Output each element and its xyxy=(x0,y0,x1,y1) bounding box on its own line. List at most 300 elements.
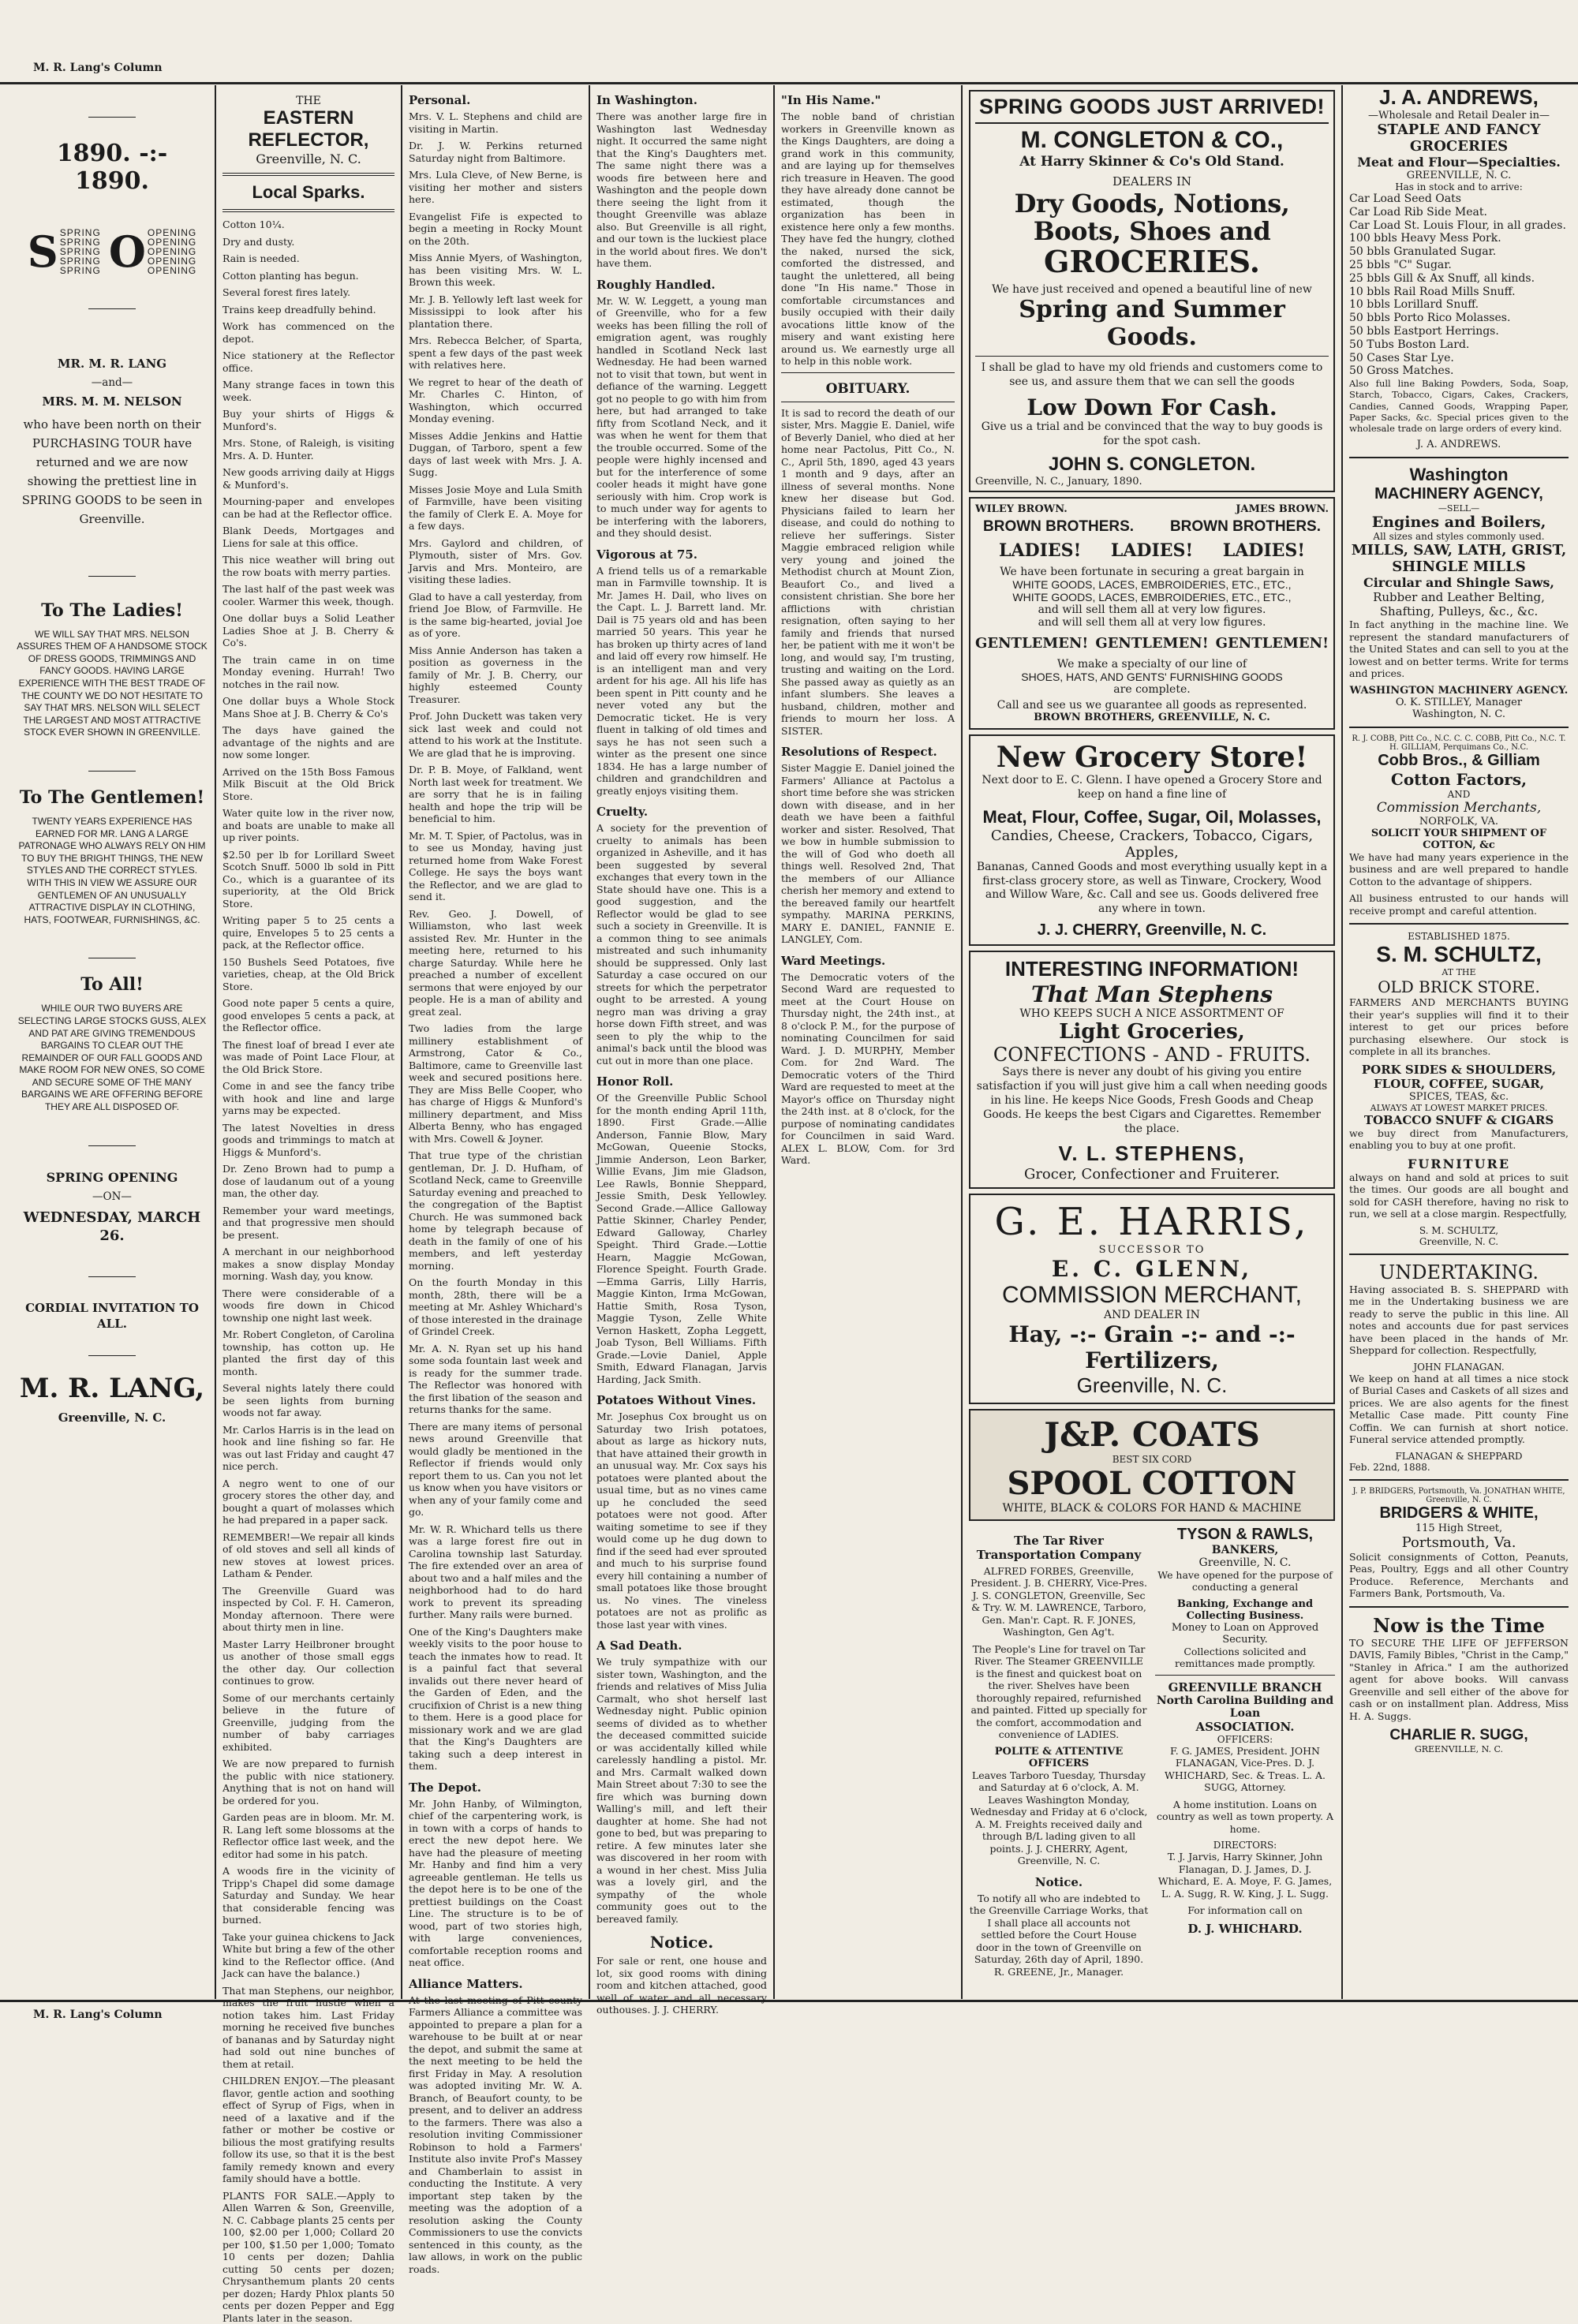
james-brown: JAMES BROWN. xyxy=(1236,503,1329,515)
give-trial: Give us a trial and be convinced that the way to buy goods is for the spot cash. xyxy=(975,420,1329,449)
spring-stack: SPRING SPRING SPRING SPRING SPRING xyxy=(60,228,101,275)
spring-opening-stack xyxy=(16,226,208,277)
column-header: M. R. Lang's Column xyxy=(33,62,163,74)
alliance-heading: Alliance Matters. xyxy=(409,1977,582,1991)
top-rule xyxy=(0,82,1578,84)
local-item: Remember your ward meetings, and that progressive men should be present. xyxy=(222,1205,394,1242)
personal-item: That true type of the christian gentleman, Dr. J. D. Hufham, of Scotland Neck, came to Greenville Saturday evening and preached to the congregation of the Baptist Church. He was summoned back home by telegraph because of death in the family of one of his members, and left yesterday morning. xyxy=(409,1149,582,1272)
officers-heading: OFFICERS: xyxy=(1155,1734,1335,1745)
furniture-text: always on hand and sold at prices to suit the times. Our goods are all bought and sold for CASH therefore, having no risk to run, we sell at a close margin. Respectfully, xyxy=(1349,1171,1569,1220)
depot-article: Mr. John Hanby, of Wilmington, chief of the carpentering work, is in town with a corps of hands to erect the new depot here. We have had the pleasure of meeting Mr. Hanby and find him a very agreeable gentleman. He tells us the depot here is to be one of the prettiest buildings on the Coast Line. The structure is to be of wood, part of two stories high, with large conveniences, comfortable reception rooms and neat office. xyxy=(409,1798,582,1969)
local-item: Master Larry Heilbroner brought us another of those small eggs the other day. Our collection continues to grow. xyxy=(222,1638,394,1687)
tar-river-ad xyxy=(969,1526,1149,1983)
local-item: New goods arriving daily at Higgs & Munford's. xyxy=(222,466,394,491)
local-item: Rain is needed. xyxy=(222,252,394,265)
hay-grain-line: Hay, -:- Grain -:- and -:- Fertilizers, xyxy=(975,1321,1329,1373)
personal-heading: Personal. xyxy=(409,93,582,107)
cobb-names: R. J. COBB, Pitt Co., N.C. C. C. COBB, Pitt Co., N.C. T. H. GILLIAM, Perquimans Co., N.C. xyxy=(1349,734,1569,752)
divider xyxy=(1349,457,1569,458)
personal-item: Misses Addie Jenkins and Hattie Duggan, of Tarboro, spent a few days of last week with Mrs. J. A. Sugg. xyxy=(409,430,582,479)
personal-item: Dr. J. W. Perkins returned Saturday night from Baltimore. xyxy=(409,140,582,164)
circular-saws: Circular and Shingle Saws, xyxy=(1349,575,1569,590)
local-item: Come in and see the fancy tribe with hook and line and large yarns may be expected. xyxy=(222,1080,394,1117)
gentlemen-label: GENTLEMEN! xyxy=(1095,635,1208,652)
local-item: Arrived on the 15th Boss Famous Milk Biscuit at the Old Brick Store. xyxy=(222,766,394,803)
divider xyxy=(781,372,955,373)
resolutions-article: Sister Maggie E. Daniel joined the Farmers' Alliance at Pactolus a short time before she was stricken down with disease, and in her death we have been a faithful worker and sister. Resolved, That we bow in humble submission to the will of God who doeth all things well. Resolved 2nd, That the members of our Alliance cherish her memory and extend to the bereaved family our heartfelt sympathy. MARINA PERKINS, MARY E. DANIEL, FANNIE E. LANGLEY, Com. xyxy=(781,762,955,946)
gentlemen-paragraph: TWENTY YEARS EXPERIENCE HAS EARNED FOR MR. LANG A LARGE PATRONAGE WHO ALWAYS RELY ON HIM TO BUY THE BRIGHT THINGS, THE NEW STYLES AND THE CORRECT STYLES. WITH THIS IN VIEW WE ASSURE OUR GENTLEMEN OF AN UNUSUALLY ATTRACTIVE DISPLAY IN CLOTHING, HATS, FOOTWEAR, FURNISHINGS, &C. xyxy=(16,816,208,926)
stock-item: Car Load Seed Oats xyxy=(1349,192,1569,206)
local-item: Blank Deeds, Mortgages and Liens for sale at this office. xyxy=(222,525,394,549)
personal-item: Mr. A. N. Ryan set up his hand some soda fountain last week and is ready for the summer trade. The Reflector was honored with the first libation of the season and returns thanks for the same. xyxy=(409,1343,582,1416)
personal-item: Mr. M. T. Spier, of Pactolus, was in to see us Monday, having just returned home from Wake Forest College. He says the boys want the Reflector, and we are glad to send it. xyxy=(409,830,582,903)
local-item: Cotton 10¼. xyxy=(222,219,394,231)
column-local-sparks xyxy=(218,85,399,1999)
divider xyxy=(1349,727,1569,728)
lang-signature: M. R. LANG, xyxy=(16,1372,208,1407)
all-paragraph: WHILE OUR TWO BUYERS ARE SELECTING LARGE STOCKS GUSS, ALEX AND PAT ARE GIVING TREMENDOUS BARGAINS TO CLEAR OUT THE REMAINDER OF OUR FALL GOODS AND MAKE ROOM FOR NEW ONES, SO COME AND SECURE SOME OF THE MANY BARGAINS WE ARE OFFERING BEFORE THEY ARE ALL DISPOSED OF. xyxy=(16,1003,208,1113)
tar-river-text: The People's Line for travel on Tar River. The Steamer GREENVILLE is the finest and quickest boat on the river. Shelves have been thoroughly repaired, refurnished and painted. Fitted up specially for the comfort, accommodation and convenience of LADIES. xyxy=(969,1643,1149,1741)
local-item: Trains keep dreadfully behind. xyxy=(222,304,394,316)
washington-label: Washington xyxy=(1349,465,1569,485)
nelson-name: MRS. M. M. NELSON xyxy=(16,394,208,409)
mills-line: MILLS, SAW, LATH, GRIST, SHINGLE MILLS xyxy=(1349,542,1569,575)
potatoes-article: Mr. Josephus Cox brought us on Saturday two Irish potatoes, about as large as hickory nuts, that have attained their growth in an unusual way. Mr. Cox says his potatoes were planted about the usual time, but as no vines came up he concluded the seed potatoes were not good. After waiting sometime to see if they would come up he dug down to find if the seed had ever sprouted and much to his surprise found every hill containing a number of small potatoes like those brought us. No vines. The vineless potatoes are not as prolific as those last year with vines. xyxy=(596,1410,767,1631)
gentlemen-heading: To The Gentlemen! xyxy=(16,787,208,808)
bananas-text: Bananas, Canned Goods and most everything usually kept in a first-class grocery store, as well as Tinware, Crockery, Wood and Willow Ware, &c. Call and see us. Goods delivered free any where in town. xyxy=(975,861,1329,917)
andrews-town: GREENVILLE, N. C. xyxy=(1349,170,1569,181)
personal-item: Rev. Geo. J. Dowell, of Williamston, who last week assisted Rev. Mr. Hunter in the meeting here, returned to his charge Saturday. While here he preached a number of excellent sermons that were enjoyed by our people. He is a man of ability and great zeal. xyxy=(409,908,582,1018)
divider xyxy=(1155,1675,1335,1676)
just-received: We have just received and opened a beautiful line of new xyxy=(975,283,1329,296)
notice-article: For sale or rent, one house and lot, six good rooms with dining room and kitchen attached, good well of water and all necessary outhouses. J. J. CHERRY. xyxy=(596,1955,767,2016)
divider xyxy=(1349,923,1569,925)
personal-item: Miss Annie Myers, of Washington, has been visiting Mrs. W. L. Brown this week. xyxy=(409,252,582,289)
local-item: Some of our merchants certainly believe in the future of Greenville, judging from the number of baby carriages exhibited. xyxy=(222,1692,394,1754)
jsc-name: JOHN S. CONGLETON. xyxy=(975,454,1329,476)
stock-item: Car Load Rib Side Meat. xyxy=(1349,206,1569,219)
local-item: One dollar buys a Solid Leather Ladies Shoe at J. B. Cherry & Co's. xyxy=(222,612,394,649)
year-banner: 1890. -:- 1890. xyxy=(16,140,208,195)
coats-logo: J&P. COATS xyxy=(975,1415,1329,1454)
engines-boilers: Engines and Boilers, xyxy=(1349,514,1569,531)
local-item: The train came in on time Monday evening. Hurrah! Two notches in the rail now. xyxy=(222,654,394,691)
stock-item: 50 bbls Granulated Sugar. xyxy=(1349,245,1569,259)
in-his-name-article: The noble band of christian workers in Greenville known as the Kings Daughters, are doing a grand work in this community, and are laying up for themselves rich treasure in Heaven. The good they have already done cannot be estimated, though the organization has been in existence here only a few months. They have fed the hungry, clothed the naked, nursed the sick, comforted the distressed, and taught the unlettered, all being done "In His name." Those in comfortable circumstances and busily occupied with their daily avocations little know of the misery and want existing here around us. We earnestly urge all to help in this noble work. xyxy=(781,110,955,368)
directors-heading: DIRECTORS: xyxy=(1155,1840,1335,1851)
andrews-stock-list xyxy=(1349,192,1569,378)
candies-line: Candies, Cheese, Crackers, Tobacco, Cigars, Apples, xyxy=(975,828,1329,861)
carriage-notice: To notify all who are indebted to the Greenville Carriage Works, that I shall place all accounts not settled before the Court House door in the town of Greenville on Saturday, 26th day of April, 1890. R. GREENE, Jr., Manager. xyxy=(969,1892,1149,1978)
opening-date: WEDNESDAY, MARCH 26. xyxy=(16,1209,208,1245)
column-footer: M. R. Lang's Column xyxy=(33,2008,163,2021)
washington-article: There was another large fire in Washington last Wednesday night. It occurred the same night that the King's Daughters met. The same night there was a woods fire between here and Washington and the people down there seeing the light from it thought Greenville was ablaze also. But Greenville is all right, and our town is the luckiest place in the world about fires. We don't have them. xyxy=(596,110,767,270)
stock-item: 50 bbls Porto Rico Molasses. xyxy=(1349,312,1569,325)
association-label: ASSOCIATION. xyxy=(1155,1720,1335,1734)
direct-text: we buy direct from Manufacturers, enabling you to buy at one profit. xyxy=(1349,1127,1569,1152)
local-item: There were considerable of a woods fire down in Chicod township one night last week. xyxy=(222,1287,394,1325)
spring-summer-goods: Spring and Summer Goods. xyxy=(975,296,1329,351)
cruelty-heading: Cruelty. xyxy=(596,805,767,819)
local-item: We are now prepared to furnish the public with nice stationery. Anything that is not on hand will be ordered for you. xyxy=(222,1758,394,1807)
lang-paragraph: who have been north on their PURCHASING TOUR have returned and we are now showing the prettiest line in SPRING GOODS to be seen in Greenville. xyxy=(16,415,208,529)
local-item: REMEMBER!—We repair all kinds of old stoves and sell all kinds of new stoves at lowest prices. Latham & Pender. xyxy=(222,1531,394,1580)
local-item: $2.50 per lb for Lorillard Sweet Scotch Snuff. 5000 lb sold in Pitt Co., which is a guarantee of its superiority, at the Old Brick Store. xyxy=(222,849,394,910)
spring-opening-line: SPRING OPENING xyxy=(16,1170,208,1186)
local-item: Many strange faces in town this week. xyxy=(222,379,394,403)
local-items-list xyxy=(222,219,394,2324)
depot-heading: The Depot. xyxy=(409,1780,582,1795)
local-item: Mr. Robert Congleton, of Carolina township, has cotton up. He planted the first day of this month. xyxy=(222,1328,394,1377)
wholesale-line: —Wholesale and Retail Dealer in— xyxy=(1349,110,1569,121)
all-sizes: All sizes and styles commonly used. xyxy=(1349,531,1569,542)
dealers-in: DEALERS IN xyxy=(975,174,1329,189)
solicit-line: SOLICIT YOUR SHIPMENT OF COTTON, &c xyxy=(1349,828,1569,851)
specialty-text: We make a specialty of our line of xyxy=(975,658,1329,671)
honor-roll-heading: Honor Roll. xyxy=(596,1074,767,1089)
vls-name: V. L. STEPHENS, xyxy=(975,1141,1329,1166)
all-heading: To All! xyxy=(16,974,208,995)
money-line: Money to Loan on Approved Security. xyxy=(1155,1622,1335,1646)
column-ads-main xyxy=(964,85,1340,1999)
andrews-also: Also full line Baking Powders, Soda, Soap, Starch, Tobacco, Cigars, Cakes, Crackers, Candies, Canned Goods, Wrapping Paper, Paper Sacks, &c. Special prices given to the wholesale trade on large orders of every kind. xyxy=(1349,378,1569,434)
successor-to: SUCCESSOR TO xyxy=(975,1244,1329,1256)
furniture-heading: FURNITURE xyxy=(1349,1156,1569,1171)
whichard-name: D. J. WHICHARD. xyxy=(1155,1922,1335,1936)
fortunate-text: We have been fortunate in securing a great bargain in xyxy=(975,566,1329,578)
ladies-label: LADIES! xyxy=(999,540,1081,561)
bw-text: Solicit consignments of Cotton, Peanuts, Peas, Poultry, Eggs and all other Country Produce. Reference, Merchants and Farmers Bank, Portsmouth, Va. xyxy=(1349,1551,1569,1600)
machinery-text: In fact anything in the machine line. We represent the standard manufacturers of the United States and can sell to you at the lowest and on better terms. Write for terms and prices. xyxy=(1349,618,1569,680)
portsmouth: Portsmouth, Va. xyxy=(1349,1534,1569,1551)
local-item: A woods fire in the vicinity of Tripp's Chapel did some damage Saturday and Sunday. We hear that considerable fencing was burned. xyxy=(222,1865,394,1926)
groceries-line: GROCERIES. xyxy=(975,245,1329,278)
fs-name: FLANAGAN & SHEPPARD xyxy=(1349,1451,1569,1462)
notice-heading: Notice. xyxy=(596,1933,767,1952)
local-item: A merchant in our neighborhood makes a snow display Monday morning. Wash day, you know. xyxy=(222,1246,394,1283)
local-item: Work has commenced on the depot. xyxy=(222,320,394,345)
stock-item: 10 bbls Lorillard Snuff. xyxy=(1349,298,1569,312)
coats-ad xyxy=(969,1409,1335,1521)
low-down-cash: Low Down For Cash. xyxy=(975,394,1329,420)
branch-heading: GREENVILLE BRANCH xyxy=(1155,1680,1335,1694)
masthead-title: EASTERN REFLECTOR, xyxy=(222,107,394,151)
column-rule xyxy=(773,85,775,1999)
pork-line: PORK SIDES & SHOULDERS, xyxy=(1349,1063,1569,1077)
ladies-label: LADIES! xyxy=(1111,540,1193,561)
staple-groceries: STAPLE AND FANCY GROCERIES xyxy=(1349,121,1569,155)
honor-roll-article: Of the Greenville Public School for the month ending April 11th, 1890. First Grade.—Allie Anderson, Fannie Blow, Mary McGowan, Queenie Stocks, Jimmie Anderson, Leon Barker, Willie Evans, Jim mie Gladson, Lee Rawls, Bonnie Sheppard, Jessie Smith, Desk Yellowley. Second Grade.—Allice Galloway Pattie Skinner, Charley Pender, Edward Galloway, Charley Speight. Third Grade.—Lottie Hearn, Maggie McGowan, Florence Speight. Fourth Grade.—Emma Garris, Lilly Harris, Maggie Kinton, Irma McGowan, Hattie Smith, Rosa Tyson, Maggie Tyson, Zelle White Vernon Haskett, Zopha Leggett, Joab Tyson, Bell Williams. Fifth Grade.—Lovie Daniel, Apple Smith, Edward Flanagan, Jarvis Harding, Jack Smith. xyxy=(596,1092,767,1385)
personal-item: Two ladies from the large millinery establishment of Armstrong, Cator & Co., Baltimore, came to Greenville last week and secured positions here. They are Miss Belle Cooper, who has charge of Higgs & Munford's millinery department, and Miss Alberta Benny, who has engaged with Mrs. Cowell & Joyner. xyxy=(409,1022,582,1145)
divider xyxy=(222,173,394,176)
lang-town: Greenville, N. C. xyxy=(16,1410,208,1425)
local-item: Mourning-paper and envelopes can be had at the Reflector office. xyxy=(222,495,394,520)
undertaking-heading: UNDERTAKING. xyxy=(1349,1261,1569,1283)
stock-item: 50 Gross Matches. xyxy=(1349,364,1569,378)
brown-brothers-logo: BROWN BROTHERS. xyxy=(1170,518,1321,536)
stock-item: 50 Cases Star Lye. xyxy=(1349,352,1569,365)
divider xyxy=(1349,1606,1569,1608)
sell-low: and will sell them all at very low figures. xyxy=(975,616,1329,629)
personal-item: Evangelist Fife is expected to begin a meeting in Rocky Mount on the 20th. xyxy=(409,211,582,248)
bw-names: J. P. BRIDGERS, Portsmouth, Va. JONATHAN WHITE, Greenville, N. C. xyxy=(1349,1487,1569,1504)
divider xyxy=(88,1276,136,1277)
andrews-name: J. A. ANDREWS, xyxy=(1349,85,1569,110)
big-o: O xyxy=(109,226,146,277)
cruelty-article: A society for the prevention of cruelty to animals has been organized in Asheville, and it has been suggested by several exchanges that every town in the State should have one. This is a good suggestion, and the Reflector would be glad to see such a society in Greenville. It is a common thing to see animals mistreated and such inhumanity should be suppressed. Only last Saturday a case occured on our streets for which the perpetrator ought to be arrested. A young negro man was driving a gray horse down Fifth street, and was seen to ply the whip to the animal's back until the blood was cut out in more than one place. xyxy=(596,822,767,1067)
gentlemen-label: GENTLEMEN! xyxy=(975,635,1088,652)
now-is-time: Now is the Time xyxy=(1349,1614,1569,1637)
harris-name: G. E. HARRIS, xyxy=(975,1200,1329,1244)
norfolk-label: NORFOLK, VA. xyxy=(1349,816,1569,828)
flanagan-name: JOHN FLANAGAN. xyxy=(1349,1362,1569,1373)
section-title: Local Sparks. xyxy=(222,182,394,203)
building-loan: North Carolina Building and Loan xyxy=(1155,1694,1335,1720)
column-rule xyxy=(215,85,216,1999)
notice-heading: Notice. xyxy=(969,1875,1149,1889)
personal-item: Mrs. V. L. Stephens and child are visiting in Martin. xyxy=(409,110,582,135)
andrews-signature: J. A. ANDREWS. xyxy=(1349,439,1569,450)
collections-text: Collections solicited and remittances made promptly. xyxy=(1155,1646,1335,1670)
dealer-in: AND DEALER IN xyxy=(975,1309,1329,1321)
stock-item: 25 bbls Gill & Ax Snuff, all kinds. xyxy=(1349,272,1569,286)
local-item: CHILDREN ENJOY.—The pleasant flavor, gentle action and soothing effect of Syrup of Figs, when in need of a laxative and if the father or mother be costive or bilious the most gratifying results follow its use, so that it is the best family remedy known and every family should have a bottle. xyxy=(222,2075,394,2185)
column-rule xyxy=(961,85,963,1999)
resolutions-heading: Resolutions of Respect. xyxy=(781,745,955,759)
column-rule xyxy=(589,85,590,1999)
local-item: PLANTS FOR SALE.—Apply to Allen Warren & Son, Greenville, N. C. Cabbage plants 25 cents per 100, $2.00 per 1,000; Collard 20 per 100, $1.50 per 1,000; Tomato 10 cents per dozen; Dahlia cutting 50 cents per dozen; Chrysanthemum plants 20 cents per dozen; Hardy Phlox plants 50 cents per dozen Pepper and Egg Plants later in the season. xyxy=(222,2190,394,2324)
business-text: All business entrusted to our hands will receive prompt and careful attention. xyxy=(1349,892,1569,917)
column-news xyxy=(592,85,772,1999)
personal-items-list xyxy=(409,110,582,1773)
ward-meetings-heading: Ward Meetings. xyxy=(781,954,955,968)
big-s: S xyxy=(28,226,58,277)
personal-item: On the fourth Monday in this month, 28th, there will be a meeting at Mr. Ashley Whichard's of those interested in the drainage of Grindel Creek. xyxy=(409,1276,582,1338)
keep-text: We keep on hand at all times a nice stock of Burial Cases and Caskets of all sizes and prices. We are also agents for the finest Metallic Case made. Pitt county Fine Coffin. We can furnish at short notice. Funeral service attended promptly. xyxy=(1349,1373,1569,1446)
divider xyxy=(1349,1254,1569,1255)
gentlemen-label: GENTLEMEN! xyxy=(1216,635,1329,652)
that-man-stephens: That Man Stephens xyxy=(975,981,1329,1007)
stilley-name: O. K. STILLEY, Manager xyxy=(1349,697,1569,708)
local-item: This nice weather will bring out the row boats with merry parties. xyxy=(222,554,394,578)
white-goods: WHITE GOODS, LACES, EMBROIDERIES, ETC., ETC., xyxy=(975,591,1329,603)
bridgers-name: BRIDGERS & WHITE, xyxy=(1349,1504,1569,1523)
secure-text: TO SECURE THE LIFE OF JEFFERSON DAVIS, Family Bibles, "Christ in the Camp," "Stanley in Africa." I am the authorized agent for above books. Will canvass Greenville and sell either of the above for cash or on installment plan. Address, Miss H. A. Suggs. xyxy=(1349,1637,1569,1723)
complete-text: are complete. xyxy=(975,683,1329,696)
obituary-article: It is sad to record the death of our sister, Mrs. Maggie E. Daniel, wife of Beverly Daniel, who died at her home near Pactolus, Pitt Co., N. C., April 5th, 1890, aged 43 years 1 month and 9 days, after an illness of several months. None knew her disease but God. Physicians failed to learn her disease, and could do nothing to relieve her sufferings. Sister Maggie embraced religion while very young and joined the Methodist church at Mount Zion, Beaufort Co., and lived a consistent christian. She bore her afflictions with christian resignation, often saying to her family and friends that nursed her, be patient with me it won't be long, and would say, I'm trusting, trusting and waiting on the Lord. She passed away as quietly as an infant slumbers. She leaves a husband, children, mother and friends to mourn her loss. A SISTER. xyxy=(781,407,955,738)
schultz-town: Greenville, N. C. xyxy=(1349,1236,1569,1247)
bankers-label: BANKERS, xyxy=(1155,1544,1335,1556)
home-institution: A home institution. Loans on country as well as town property. A home. xyxy=(1155,1799,1335,1836)
washington-heading: In Washington. xyxy=(596,93,767,107)
stephens-text: Says there is never any doubt of his giving you entire satisfaction if you will just give him a call when needing goods in his line. He keeps Nice Goods, Fresh Goods and Cheap Goods. He keeps the best Cigars and Cigarettes. Remember the place. xyxy=(975,1066,1329,1137)
local-item: The last half of the past week was cooler. Warmer this week, though. xyxy=(222,583,394,607)
local-item: 150 Bushels Seed Potatoes, five varieties, cheap, at the Old Brick Store. xyxy=(222,956,394,993)
tyson-name: TYSON & RAWLS, xyxy=(1155,1526,1335,1544)
vigorous-heading: Vigorous at 75. xyxy=(596,547,767,562)
coats-colors: WHITE, BLACK & COLORS FOR HAND & MACHINE xyxy=(975,1502,1329,1515)
local-item: Nice stationery at the Reflector office. xyxy=(222,349,394,374)
local-item: Buy your shirts of Higgs & Munford's. xyxy=(222,408,394,432)
sell-low: and will sell them all at very low figures. xyxy=(975,603,1329,616)
personal-item: Mr. J. B. Yellowly left last week for Mississippi to look after his plantation there. xyxy=(409,293,582,331)
meat-flour-line: Meat, Flour, Coffee, Sugar, Oil, Molasses, xyxy=(975,807,1329,828)
rough-article: Mr. W. W. Leggett, a young man of Greenville, who for a few weeks has been filling the roll of emigration agent, was roughly handled in Scotland Neck last Wednesday. He had been warned not to visit that town, but went in defiance of the warning. Leggett got no people to go with him from here, but had arranged to take fifty from Scotland Neck, and it was when he went for them that the trouble occurred. Some of the people were highly incensed and but for the interference of some cooler heads it might have gone seriously with him. Crop work is to much under way for agents to be interfering with the laborers, and they should desist. xyxy=(596,295,767,540)
commission-merchant: COMMISSION MERCHANT, xyxy=(975,1282,1329,1309)
local-item: Several nights lately there could be seen lights from burning woods not far away. xyxy=(222,1382,394,1419)
local-item: Dry and dusty. xyxy=(222,236,394,248)
divider xyxy=(1349,1479,1569,1481)
brown-brothers-logo: BROWN BROTHERS. xyxy=(983,518,1134,536)
directors-list: T. J. Jarvis, Harry Skinner, John Flanagan, D. J. James, D. J. Whichard, E. A. Moye, F. G. James, L. A. Sugg, R. W. King, J. L. Sugg. xyxy=(1155,1851,1335,1900)
congleton-name: M. CONGLETON & CO., xyxy=(975,127,1329,154)
congleton-ad xyxy=(969,90,1335,492)
personal-item: Misses Josie Moye and Lula Smith of Farmville, have been visiting the family of Clerk E. A. Moye for a few days. xyxy=(409,484,582,532)
cordial-invitation: CORDIAL INVITATION TO ALL. xyxy=(16,1301,208,1331)
brown-brothers-ad xyxy=(969,497,1335,730)
personal-item: There are many items of personal news around Greenville that would gladly be mentioned in the Reflector if friends would only report them to us. Can you not let us know when you have visitors or when any of your family come and go. xyxy=(409,1421,582,1519)
divider xyxy=(88,308,136,309)
interesting-headline: INTERESTING INFORMATION! xyxy=(975,957,1329,981)
harris-ad xyxy=(969,1194,1335,1404)
ladies-label: LADIES! xyxy=(1223,540,1305,561)
local-item: Good note paper 5 cents a quire, good envelopes 5 cents a pack, at the Reflector office. xyxy=(222,997,394,1034)
call-see: Call and see us we guarantee all goods as represented. xyxy=(975,699,1329,712)
machinery-agency: MACHINERY AGENCY, xyxy=(1349,485,1569,503)
next-door-text: Next door to E. C. Glenn. I have opened a Grocery Store and keep on hand a fine line of xyxy=(975,774,1329,802)
personal-item: Mrs. Rebecca Belcher, of Sparta, spent a few days of the past week with relatives here. xyxy=(409,334,582,372)
divider xyxy=(88,1355,136,1356)
column-ads-right xyxy=(1344,85,1573,1999)
bottom-ads-row xyxy=(969,1526,1335,1983)
column-rule xyxy=(401,85,402,1999)
cherry-signature: J. J. CHERRY, Greenville, N. C. xyxy=(975,921,1329,940)
local-item: The finest loaf of bread I ever ate was made of Point Lace Flour, at the Old Brick Store. xyxy=(222,1039,394,1076)
stephens-ad xyxy=(969,951,1335,1189)
personal-item: Mr. W. R. Whichard tells us there was a large forest fire out in Carolina township last Saturday. The fire extended over an area of about two and a half miles and the neighborhood had to do hard work to prevent its spreading further. Many rails were burned. xyxy=(409,1523,582,1621)
local-item: One dollar buys a Whole Stock Mans Shoe at J. B. Cherry & Co's xyxy=(222,695,394,719)
flour-line: FLOUR, COFFEE, SUGAR, xyxy=(1349,1077,1569,1091)
spices-line: SPICES, TEAS, &c. xyxy=(1349,1091,1569,1103)
lang-name: MR. M. R. LANG xyxy=(16,357,208,372)
potatoes-heading: Potatoes Without Vines. xyxy=(596,1393,767,1407)
local-item: That man Stephens, our neighbor, makes the fruit hustle when a notion takes him. Last Friday morning he received five bunches of bananas and by Saturday night had sold out nine bunches of them at retail. xyxy=(222,1985,394,2071)
local-item: A negro went to one of our grocery stores the other day, and bought a quart of molasses which he had prepared in a paper sack. xyxy=(222,1478,394,1526)
local-item: Cotton planting has begun. xyxy=(222,270,394,282)
tyson-town: Greenville, N. C. xyxy=(1155,1556,1335,1569)
local-item: Mrs. Stone, of Raleigh, is visiting Mrs. A. D. Hunter. xyxy=(222,437,394,461)
personal-item: Glad to have a call yesterday, from friend Joe Blow, of Farmville. He is the same big-hearted, jovial Joe as of yore. xyxy=(409,591,582,640)
divider xyxy=(88,117,136,118)
local-item: Take your guinea chickens to Jack White but bring a few of the other kind to the Reflector office. (And Jack can have the balance.) xyxy=(222,1931,394,1980)
sad-death-heading: A Sad Death. xyxy=(596,1638,767,1653)
jsc-date: Greenville, N. C., January, 1890. xyxy=(975,476,1329,488)
light-groceries: Light Groceries, xyxy=(975,1020,1329,1044)
local-item: Water quite low in the river now, and boats are unable to make all up river points. xyxy=(222,807,394,844)
undertaking-text: Having associated B. S. SHEPPARD with me in the Undertaking business we are ready to serve the public in this line. All notes and accounts due for past services have been placed in the hands of Mr. Sheppard for collection. Respectfully, xyxy=(1349,1283,1569,1357)
personal-item: Mrs. Lula Cleve, of New Berne, is visiting her mother and sisters here. xyxy=(409,169,582,206)
local-item: The Greenville Guard was inspected by Col. F. H. Cameron, Monday afternoon. There were about thirty men in line. xyxy=(222,1585,394,1634)
personal-item: Dr. P. B. Moye, of Falkland, went North last week for treatment. We are sorry that he is in failing health and hope the trip will be beneficial to him. xyxy=(409,764,582,825)
cherry-ad xyxy=(969,734,1335,946)
and-line: —and— xyxy=(16,376,208,390)
schultz-name: S. M. SCHULTZ, xyxy=(1349,942,1569,967)
stock-item: 100 bbls Heavy Mess Pork. xyxy=(1349,232,1569,245)
local-item: The days have gained the advantage of the nights and are now some longer. xyxy=(222,724,394,761)
opening-stack: OPENING OPENING OPENING OPENING OPENING xyxy=(148,228,196,275)
glenn-name: E. C. GLENN, xyxy=(975,1256,1329,1282)
has-stock: Has in stock and to arrive: xyxy=(1349,181,1569,192)
call-on: For information call on xyxy=(1155,1904,1335,1917)
vigorous-article: A friend tells us of a remarkable man in Farmville township. It is Mr. James H. Dail, who lives on the Capt. L. J. Barrett land. Mr. Dail is 75 years old and has been married 50 years. This year he has broken up thirty acres of land and laid off every row himself. He is an intelligent man and very ardent for his age. All his life has been spent in Pitt county and he never voted any but the Democratic ticket. He is very fluent in talking of old times and says he has not seen such a winter as the present one since 1834. He has a large number of children and grandchildren and greatly enjoys visiting them. xyxy=(596,565,767,798)
local-item: Dr. Zeno Brown had to pump a dose of laudanum out of a young man, the other day. xyxy=(222,1163,394,1200)
prepared-text: We have opened for the purpose of conducting a general xyxy=(1155,1569,1335,1594)
stilley-town: Washington, N. C. xyxy=(1349,708,1569,720)
ladies-heading: To The Ladies! xyxy=(16,600,208,621)
established-label: ESTABLISHED 1875. xyxy=(1349,931,1569,942)
bb-town: BROWN BROTHERS, GREENVILLE, N. C. xyxy=(975,712,1329,723)
sugg-name: CHARLIE R. SUGG, xyxy=(1349,1727,1569,1744)
banking-line: Banking, Exchange and Collecting Business. xyxy=(1155,1598,1335,1622)
tobacco-line: TOBACCO SNUFF & CIGARS xyxy=(1349,1113,1569,1127)
rough-heading: Roughly Handled. xyxy=(596,278,767,292)
personal-item: We regret to hear of the death of Mr. Charles C. Hinton, of Washington, which occurred Monday evening. xyxy=(409,376,582,425)
coats-spool-cotton: SPOOL COTTON xyxy=(975,1465,1329,1502)
high-street: 115 High Street, xyxy=(1349,1523,1569,1534)
personal-item: Miss Annie Anderson has taken a position as governess in the family of Mr. J. B. Cherry, our highly esteemed County Treasurer. xyxy=(409,645,582,706)
personal-item: One of the King's Daughters make weekly visits to the poor house to teach the inmates how to read. It is a painful fact that several invalids out there never heard of the Garden of Eden, and the crucifixion of Christ is a new thing to them. Here is a good place for missionary work and we are glad that the King's Daughters are taking such a deep interest in them. xyxy=(409,1626,582,1773)
masthead-the: THE xyxy=(222,95,394,107)
stock-item: 25 bbls "C" Sugar. xyxy=(1349,259,1569,272)
congleton-location: At Harry Skinner & Co's Old Stand. xyxy=(975,154,1329,170)
at-the-label: AT THE xyxy=(1349,967,1569,977)
divider xyxy=(222,209,394,212)
schultz-signature: S. M. SCHULTZ, xyxy=(1349,1225,1569,1236)
and-label: AND xyxy=(1349,789,1569,800)
alliance-article: At the last meeting of Pitt county Farmers Alliance a committee was appointed to prepare a plan for a warehouse to be built at or near the depot, and submit the same at the next meeting to be held the first Friday in May. A resolution was adopted inviting Mr. W. A. Branch, of Beaufort county, to be present, and to deliver an address to the farmers. There was also a resolution inviting Commissioner Robinson to hold a Farmers' Institute also invite Prof's Massey and Chamberlain to assist in conducting the Institute. A very important step taken by the meeting was the adoption of a resolution asking the County Commissioners to use the convicts sentenced in this county, as the law allows, in work on the public roads. xyxy=(409,1994,582,2276)
lowest-prices: ALWAYS AT LOWEST MARKET PRICES. xyxy=(1349,1103,1569,1113)
stock-item: 50 Tubs Boston Lard. xyxy=(1349,338,1569,352)
sell-label: —SELL— xyxy=(1349,503,1569,514)
cotton-factors: Cotton Factors, xyxy=(1349,770,1569,789)
local-item: Mr. Carlos Harris is in the lead on hook and line fishing so far. He was out last Friday and caught 47 nice perch. xyxy=(222,1424,394,1473)
white-goods: WHITE GOODS, LACES, EMBROIDERIES, ETC., ETC., xyxy=(975,578,1329,591)
polite-officers: POLITE & ATTENTIVE OFFICERS xyxy=(969,1746,1149,1769)
rubber-belting: Rubber and Leather Belting, xyxy=(1349,590,1569,604)
personal-item: Prof. John Duckett was taken very sick last week and could not attend to his work at the Institute. We are glad that he is improving. xyxy=(409,710,582,759)
meat-flour: Meat and Flour—Specialties. xyxy=(1349,155,1569,170)
stock-item: 50 bbls Eastport Herrings. xyxy=(1349,325,1569,338)
wma-name: WASHINGTON MACHINERY AGENCY. xyxy=(1349,685,1569,697)
wiley-brown: WILEY BROWN. xyxy=(975,503,1068,515)
stock-item: Car Load St. Louis Flour, in all grades. xyxy=(1349,219,1569,233)
masthead-town: Greenville, N. C. xyxy=(222,151,394,166)
confections-fruits: CONFECTIONS - AND - FRUITS. xyxy=(975,1044,1329,1066)
who-keeps: WHO KEEPS SUCH A NICE ASSORTMENT OF xyxy=(975,1007,1329,1020)
local-item: The latest Novelties in dress goods and trimmings to match at Higgs & Munford's. xyxy=(222,1122,394,1159)
ladies-paragraph: WE WILL SAY THAT MRS. NELSON ASSURES THEM OF A HANDSOME STOCK OF DRESS GOODS, TRIMMINGS AND FANCY GOODS. HAVING LARGE EXPERIENCE WITH THE BEST TRADE OF THE COUNTY WE DO NOT HESITATE TO SAY THAT MRS. NELSON WILL SELECT THE LARGEST AND MOST ATTRACTIVE STOCK EVER SHOWN IN GREENVILLE. xyxy=(16,629,208,739)
spring-goods-headline: SPRING GOODS JUST ARRIVED! xyxy=(975,95,1329,119)
stock-item: 10 bbls Rail Road Mills Snuff. xyxy=(1349,286,1569,299)
tar-river-heading: The Tar River Transportation Company xyxy=(969,1534,1149,1562)
in-his-name-heading: "In His Name." xyxy=(781,93,955,107)
divider xyxy=(88,1145,136,1146)
ward-meetings-article: The Democratic voters of the Second Ward are requested to meet at the Court House on Thursday night, the 24th inst., at 8 o'clock P. M., for the purpose of nominating Councilmen for said Ward. J. D. MURPHY, Member Com. for 2nd Ward. The Democratic voters of the Third Ward are requested to meet at the Mayor's office on Thursday night the 24th inst. at 8 o'clock, for the purpose of nominating candidates for Councilmen in said Ward. ALEX L. BLOW, Com. for 3rd Ward. xyxy=(781,971,955,1167)
tar-river-schedule: Leaves Tarboro Tuesday, Thursday and Saturday at 6 o'clock, A. M. Leaves Washington Monday, Wednesday and Friday at 6 o'clock, A. M. Freights received daily and through B/L lading given to all points. J. J. CHERRY, Agent, Greenville, N. C. xyxy=(969,1769,1149,1867)
column-rule xyxy=(1341,85,1343,1999)
local-item: Garden peas are in bloom. Mr. M. R. Lang left some blossoms at the Reflector office last week, and the editor had some in his patch. xyxy=(222,1811,394,1860)
sugg-town: GREENVILLE, N. C. xyxy=(1349,1744,1569,1754)
